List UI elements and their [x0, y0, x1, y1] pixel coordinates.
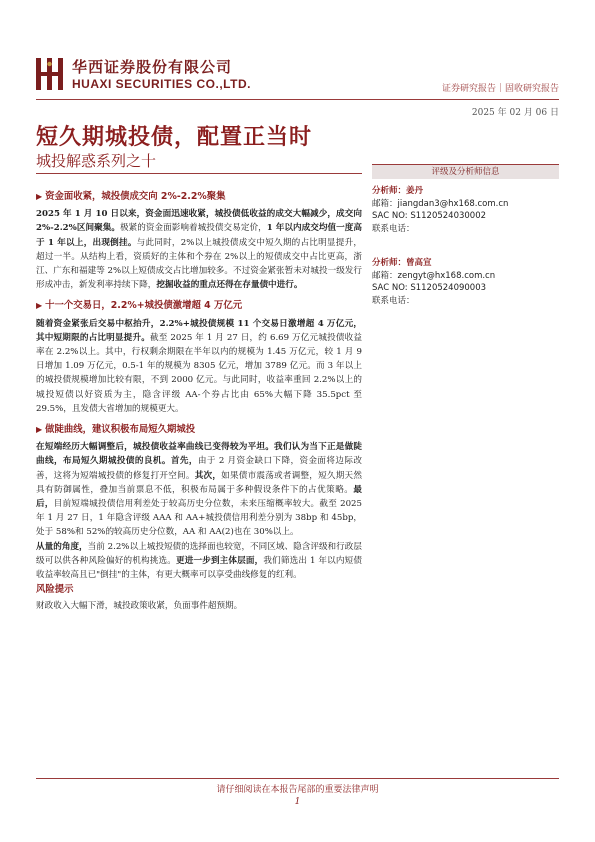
- email-label: 邮箱：: [372, 198, 398, 209]
- analyst-card: [372, 185, 559, 235]
- section-heading-1: ▶ 资金面收紧，城投债成交向 2%-2.2%聚集: [36, 190, 362, 204]
- footer-divider: [36, 778, 559, 779]
- analyst-sac: SAC NO: S1120524090003: [372, 283, 487, 293]
- report-subtitle: 城投解惑系列之十: [36, 152, 157, 170]
- analyst-email[interactable]: jiangdan3@hx168.com.cn: [397, 198, 509, 209]
- analyst-sidebar: [372, 164, 559, 307]
- triangle-bullet-icon: ▶: [36, 425, 43, 435]
- email-label: 邮箱：: [372, 270, 398, 281]
- section-1-paragraph: 2025 年 1 月 10 日以来，资金面迅速收紧，城投债低收益的成交大幅减少，成交向 2%-2.2%区间聚集。极紧的资金面影响着城投债交易定价，1 年以内成交均值一度高于 1 年以上，出现倒挂。与此同时，2%以上城投债成交中短久期的占比明显提升，超过一半。从结构上看，资质好的主体和个券在 2%以上的短债成交中占比更高，浙江、广东和福建等 2%以上短债成交占比增加较多。不过资金紧张暂未对城投一级发行形成冲击，新发利率持续下降，挖掘收益的重点还得在存量债中进行。: [36, 209, 362, 291]
- analyst-label: 分析师：: [372, 258, 407, 268]
- page-number: 1: [294, 797, 301, 807]
- sidebar-heading: 评级及分析师信息: [372, 164, 559, 179]
- analyst-card: [372, 257, 559, 307]
- section-2-paragraph: 随着资金紧张后交易中枢抬升，2.2%+城投债规模 11 个交易日激增超 4 万亿元，其中短期限的占比明显提升。截至 2025 年 1 月 27 日，约 6.69 万亿元城投债收益率在 2.2%以上。其中，行权剩余期限在半年以内的规模为 1.45 万亿元，较 1 月 9 日增加 1.09 万亿元，0.5-1 年的规模为 8305 亿元，增加 3789 亿元。而 3 年以上的城投债规模增加比较有限，不到 2000 亿元。与此同时，收益率重回 2.2%以上的城投短债以好资质为主，隐含评级 AA-个券占比由 65%大幅下降 35.5pct 至 29.5%，且发债大省增加的规模更大。: [36, 318, 362, 414]
- phone-label: 联系电话：: [372, 295, 415, 306]
- analyst-name: 姜丹: [406, 186, 424, 196]
- header-divider: [36, 99, 559, 100]
- company-logo-icon: [36, 56, 66, 92]
- report-type: 证券研究报告｜固收研究报告: [441, 84, 559, 94]
- legal-disclaimer-link[interactable]: 请仔细阅读在本报告尾部的重要法律声明: [216, 785, 379, 795]
- main-content: [36, 188, 362, 621]
- phone-label: 联系电话：: [372, 223, 415, 234]
- triangle-bullet-icon: ▶: [36, 192, 43, 201]
- report-title: 短久期城投债，配置正当时: [36, 124, 313, 150]
- analyst-label: 分析师：: [372, 186, 407, 196]
- risk-text: 财政收入大幅下滑，城投政策收紧，负面事件超预期。: [36, 601, 243, 612]
- subtitle-divider: [36, 173, 362, 174]
- section-3-paragraph-1: 在短端经历大幅调整后，城投债收益率曲线已变得较为平坦。我们认为当下正是做陡曲线，布局短久期城投债的良机。首先，由于 2 月资金缺口下降，资金面将边际改善，这将为短端城投债的修复打开空间。其次，如果债市震荡或者调整，短久期天然具有防御属性，叠加当前票息不低，积极布局属于多种假设条件下的占优策略。最后，目前短端城投债信用利差处于较高历史分位数，未来压缩概率较大。截至 2025 年 1 月 27 日，1 年隐含评级 AAA 和 AA+城投债信用利差分别为 38bp 和 45bp，处于 58%和 52%的较高历史分位数，AA 和 AA(2)也在 30%以上。: [36, 442, 362, 538]
- company-name-cn: 华西证券股份有限公司: [72, 58, 233, 76]
- analyst-name: 曾高宣: [406, 258, 432, 268]
- section-3-paragraph-2: 从量的角度，当前 2.2%以上城投短债的选择面也较宽，不同区域、隐含评级和行政层级可以供各种风险偏好的机构挑选。更进一步到主体层面，我们筛选出 1 年以内短债收益率较高且已"倒挂"的主体，有更大概率可以享受曲线修复的红利。: [36, 541, 362, 581]
- section-heading-2: ▶ 十一个交易日，2.2%+城投债激增超 4 万亿元: [36, 299, 362, 313]
- risk-heading: 风险提示: [36, 584, 74, 596]
- analyst-sac: SAC NO: S1120524030002: [372, 211, 487, 221]
- company-name-en: HUAXI SECURITIES CO.,LTD.: [72, 77, 251, 91]
- triangle-bullet-icon: ▶: [36, 301, 43, 311]
- section-heading-3: ▶ 做陡曲线，建议积极布局短久期城投: [36, 423, 362, 437]
- report-date: 2025 年 02 月 06 日: [471, 108, 559, 118]
- analyst-email[interactable]: zengyt@hx168.com.cn: [397, 270, 496, 281]
